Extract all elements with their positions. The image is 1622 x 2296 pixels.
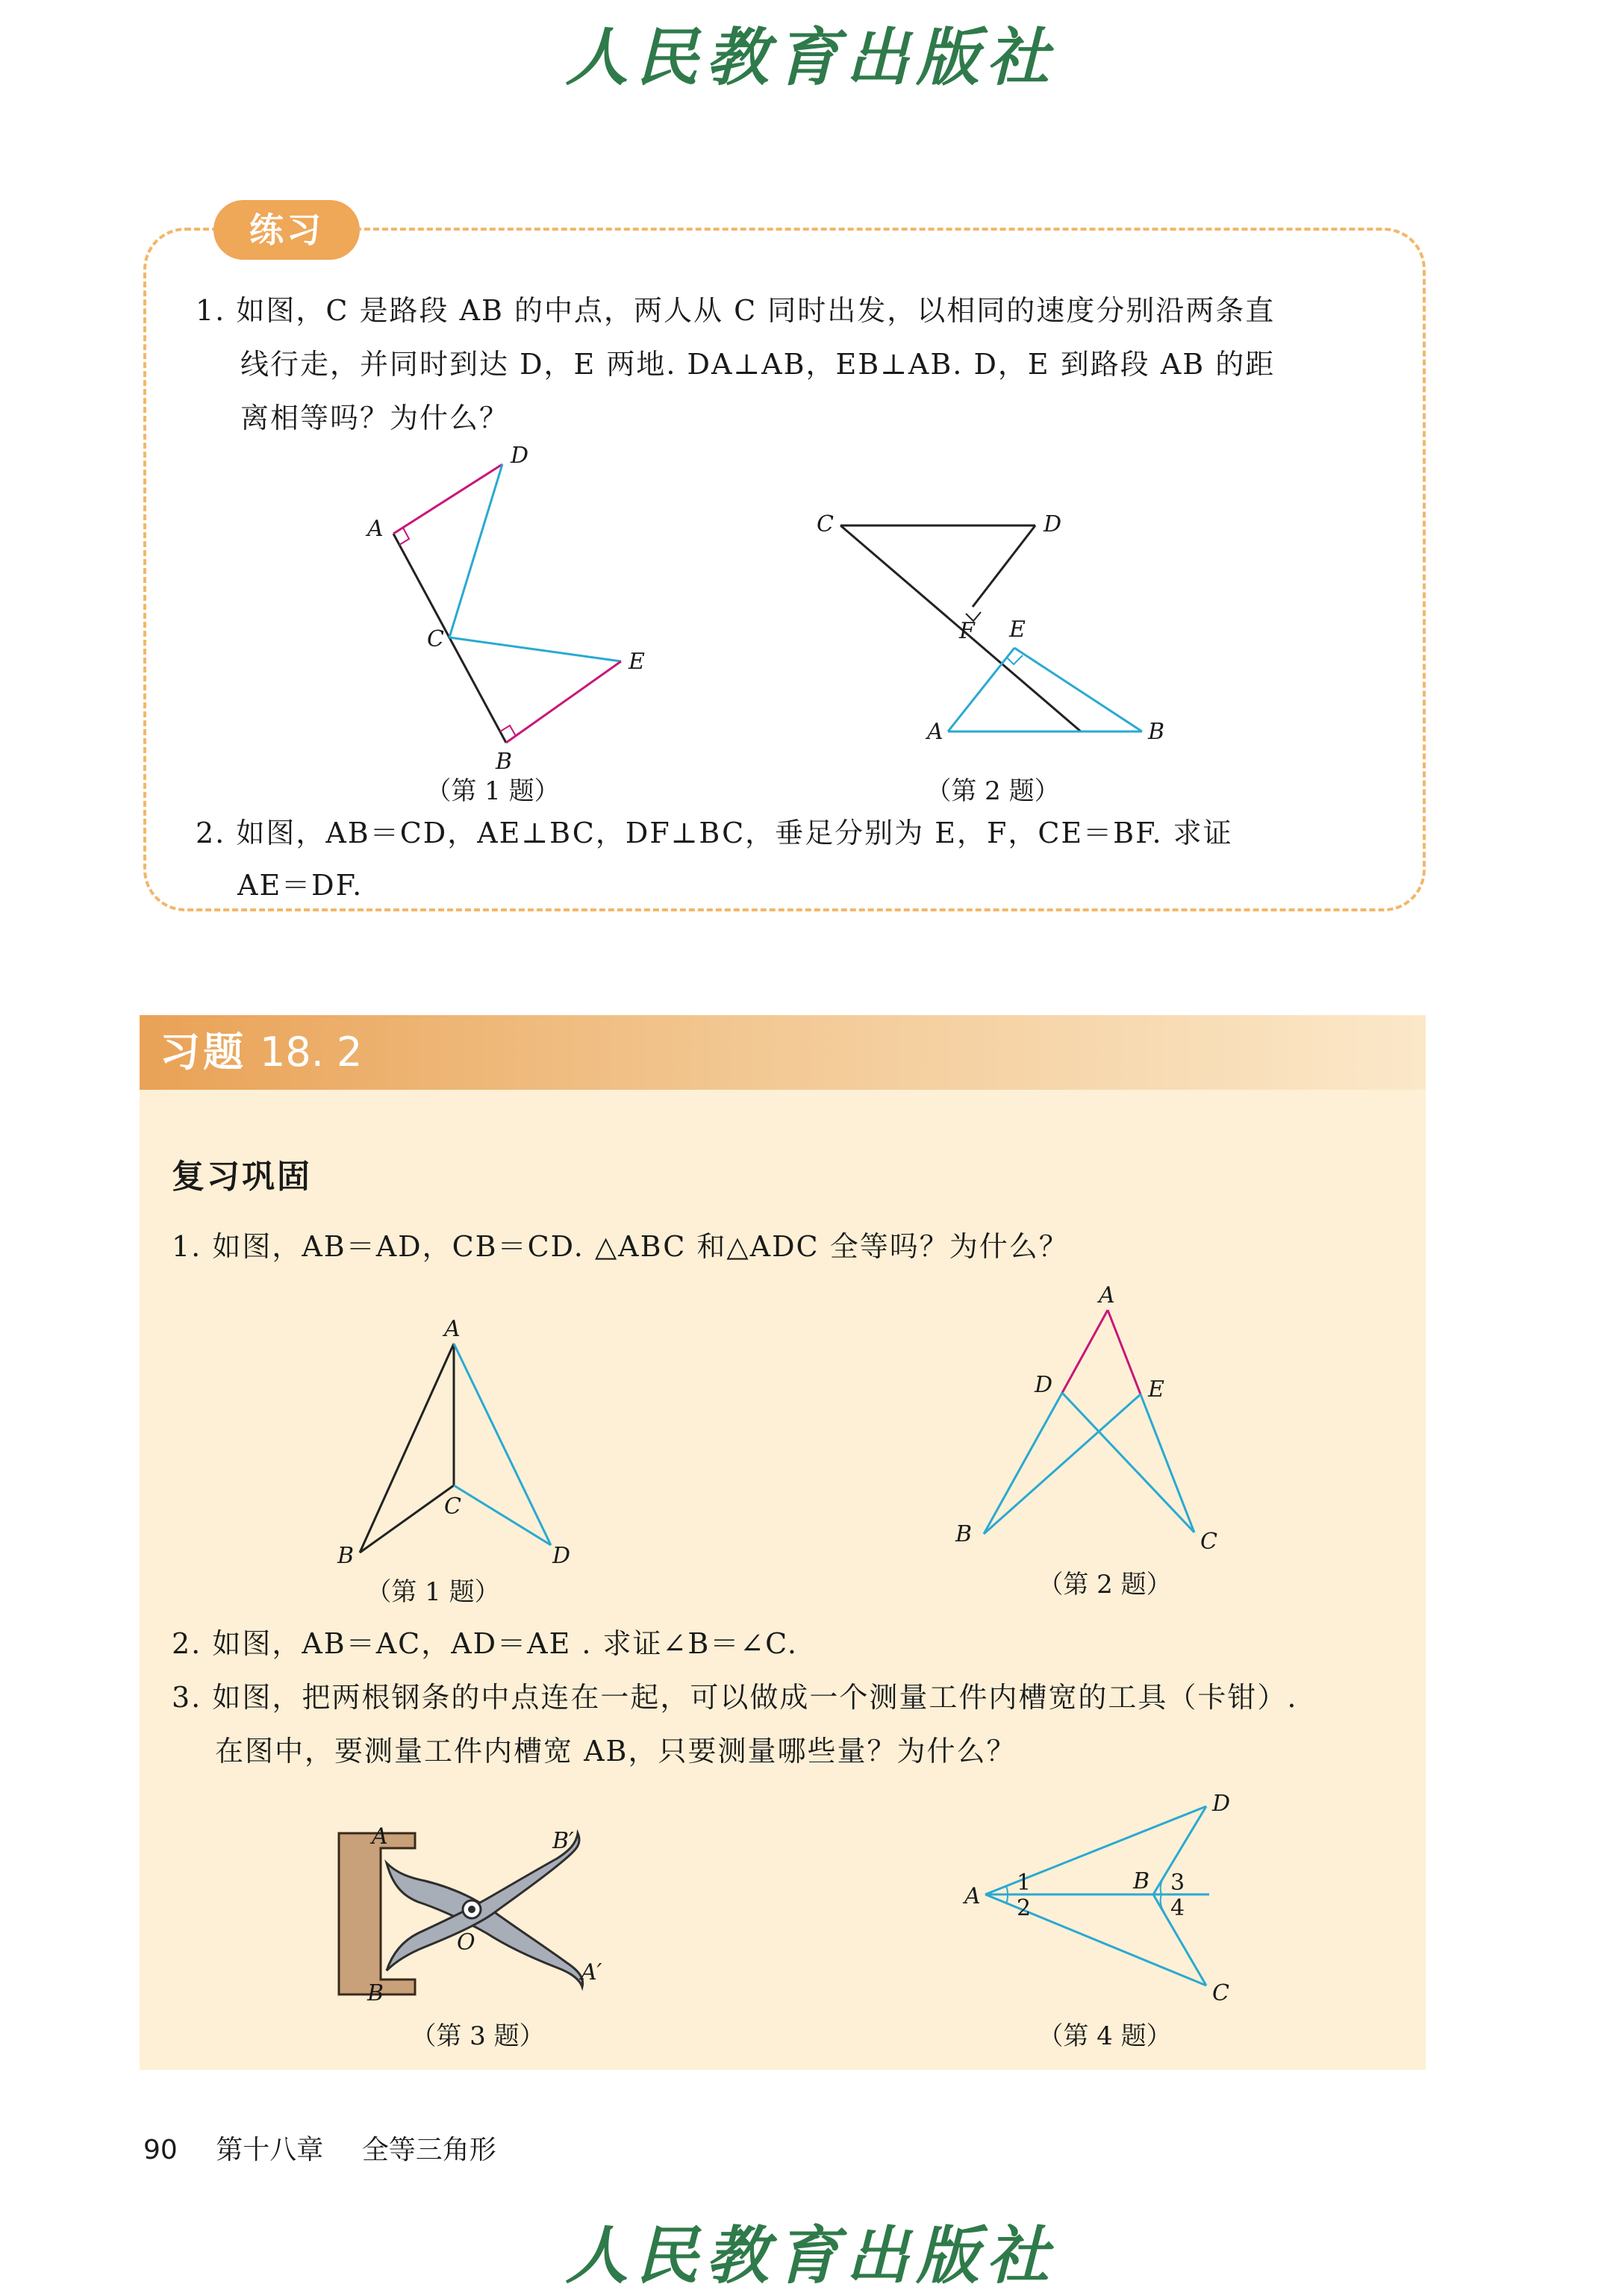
label-A: A [1099,1282,1115,1308]
segment-AD [393,464,502,534]
label-A: A [372,1824,388,1850]
practice-q1-line3: 离相等吗？为什么？ [240,402,510,434]
label-O: O [457,1930,475,1956]
label-D: D [1035,1372,1053,1398]
exercise-figure-4 [955,1784,1254,2006]
exercise-q2: 2. 如图，AB＝AC，AD＝AE . 求证∠B＝∠C. [172,1627,798,1660]
label-B: B [496,749,513,775]
segment-BE [984,1394,1141,1534]
label-D: D [1212,1791,1231,1817]
label-A: A [964,1883,981,1909]
angle-label-3: 3 [1170,1870,1185,1896]
segment-CE [449,637,621,661]
segment-AD [1062,1310,1108,1393]
label-C: C [444,1494,461,1520]
segment-AE [948,648,1014,731]
exercise-fig1-caption: （第 1 题） [366,1577,500,1607]
label-B: B [955,1521,973,1547]
angle-label-1: 1 [1017,1870,1032,1896]
chapter-label: 第十八章 [216,2135,324,2165]
right-angle-mark-A [399,528,409,545]
practice-tab: 练习 [213,200,360,260]
segment-EC [1141,1394,1194,1532]
label-E: E [1148,1376,1164,1403]
label-B: B [367,1980,384,2006]
angle-label-2: 2 [1017,1895,1032,1921]
label-E: E [628,649,645,675]
segment-DB [984,1393,1062,1534]
angle-label-4: 4 [1170,1895,1185,1921]
exercise-q3-line2: 在图中，要测量工件内槽宽 AB，只要测量哪些量？为什么？ [215,1735,1017,1768]
exercise-q1: 1. 如图，AB＝AD，CB＝CD. △ABC 和△ADC 全等吗？为什么？ [172,1230,1069,1263]
angle-arc-3 [1161,1877,1164,1894]
exercise-fig3-caption: （第 3 题） [411,2021,545,2051]
segment-BE [506,661,621,743]
segment-AE [1108,1310,1141,1394]
label-B: B [1148,719,1165,745]
publisher-logo-bottom: 人民教育出版社 [565,2218,1057,2292]
label-E: E [1009,617,1026,643]
label-F: F [959,618,975,644]
page-number: 90 [143,2135,178,2165]
page-footer [143,2129,496,2167]
practice-q1-line2: 线行走，并同时到达 D，E 两地. DA⊥AB，EB⊥AB. D，E 到路段 AB 的距 [240,348,1276,381]
label-A: A [927,719,943,745]
angle-arc-2 [1006,1894,1008,1903]
label-C: C [427,626,444,652]
exercise-q3-line1: 3. 如图，把两根钢条的中点连在一起，可以做成一个测量工件内槽宽的工具（卡钳）. [172,1681,1298,1714]
segment-AB [360,1344,454,1553]
exercise-figure-2 [941,1280,1254,1564]
label-D: D [552,1543,571,1569]
label-B-prime: B′ [552,1828,574,1854]
label-B: B [337,1543,355,1569]
label-A-prime: A′ [581,1959,602,1985]
pivot-O-inner [468,1906,475,1913]
label-C: C [1212,1980,1229,2006]
practice-q1-line1: 1. 如图，C 是路段 AB 的中点，两人从 C 同时出发，以相同的速度分别沿两条直 [196,294,1276,327]
label-D: D [511,443,529,469]
exercise-figure-3 [328,1821,642,2045]
segment-CD [1062,1393,1194,1532]
exercise-title-main: 习题 [160,1029,246,1076]
publisher-logo-top: 人民教育出版社 [565,20,1057,94]
label-C: C [1200,1529,1217,1555]
label-B: B [1133,1868,1150,1894]
segment-DF [973,525,1035,607]
exercise-title [160,1021,362,1084]
angle-arc-1 [1006,1886,1008,1894]
practice-q2-line1: 2. 如图，AB＝CD，AE⊥BC，DF⊥BC，垂足分别为 E，F，CE＝BF. 求证 [196,817,1233,849]
practice-figure-1 [358,440,672,775]
workpiece [339,1833,415,1994]
label-C: C [817,511,834,537]
practice-fig1-caption: （第 1 题） [425,776,560,806]
label-A: A [444,1316,461,1342]
exercise-fig2-caption: （第 2 题） [1038,1570,1172,1600]
practice-fig2-caption: （第 2 题） [926,776,1060,806]
segment-CD [449,464,502,637]
label-D: D [1044,511,1062,537]
exercise-figure-1 [328,1314,597,1567]
practice-figure-2 [806,500,1179,754]
review-subheading: 复习巩固 [172,1158,312,1196]
exercise-fig4-caption: （第 4 题） [1038,2021,1172,2051]
practice-q2-line2: AE＝DF. [237,869,364,902]
caliper-arm-A-to-A-prime [387,1863,583,1987]
chapter-title: 全等三角形 [361,2135,496,2165]
exercise-title-number: 18. 2 [260,1029,363,1076]
label-A: A [367,516,384,542]
